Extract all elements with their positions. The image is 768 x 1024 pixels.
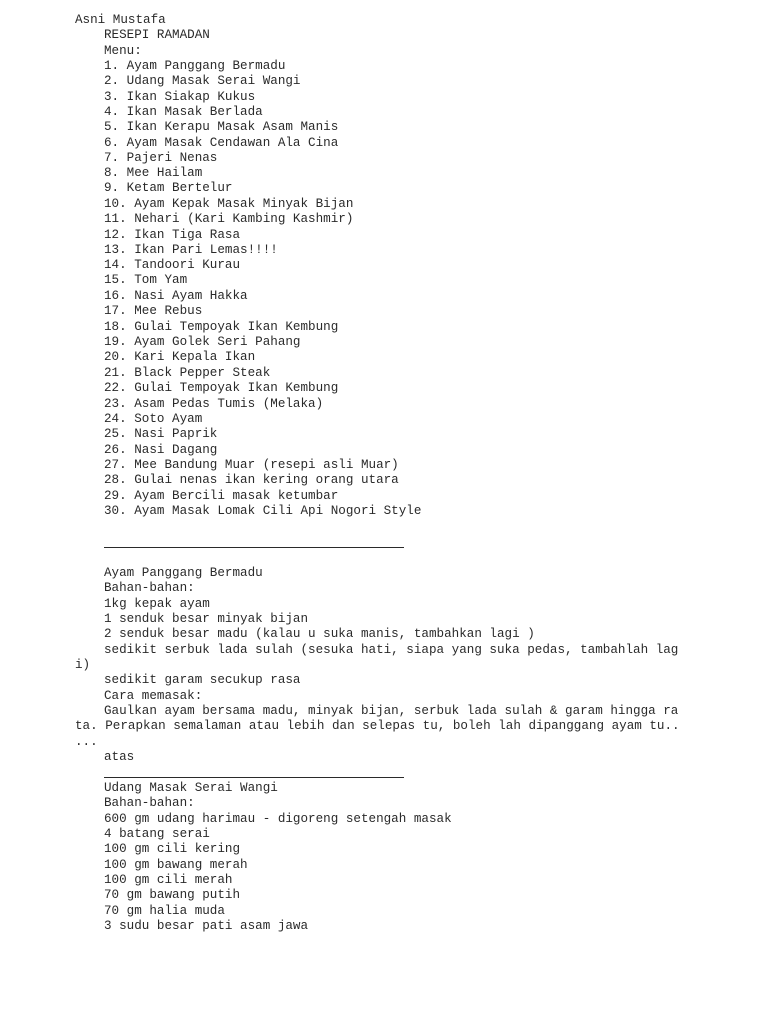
menu-item: 28. Gulai nenas ikan kering orang utara [104,473,399,487]
menu-item: 30. Ayam Masak Lomak Cili Api Nogori Style [104,504,422,518]
menu-item: 11. Nehari (Kari Kambing Kashmir) [104,212,354,226]
menu-item: 13. Ikan Pari Lemas!!!! [104,243,278,257]
menu-item: 12. Ikan Tiga Rasa [104,228,241,242]
menu-item: 10. Ayam Kepak Masak Minyak Bijan [104,197,354,211]
section-divider [104,777,404,778]
method-line-wrap: ... [75,735,98,749]
ingredient-line: 1 senduk besar minyak bijan [104,612,309,626]
ingredient-line: 100 gm cili merah [104,873,233,887]
menu-item: 24. Soto Ayam [104,412,203,426]
menu-item: 14. Tandoori Kurau [104,258,241,272]
menu-item: 2. Udang Masak Serai Wangi [104,74,301,88]
ingredient-line: sedikit garam secukup rasa [104,673,301,687]
menu-item: 6. Ayam Masak Cendawan Ala Cina [104,136,339,150]
ingredients-label: Bahan-bahan: [104,581,195,595]
menu-item: 18. Gulai Tempoyak Ikan Kembung [104,320,339,334]
ingredient-line: 600 gm udang harimau - digoreng setengah masak [104,812,452,826]
menu-item: 25. Nasi Paprik [104,427,218,441]
ingredient-line: 2 senduk besar madu (kalau u suka manis, tambahkan lagi ) [104,627,535,641]
menu-item: 20. Kari Kepala Ikan [104,350,256,364]
menu-item: 23. Asam Pedas Tumis (Melaka) [104,397,324,411]
menu-item: 16. Nasi Ayam Hakka [104,289,248,303]
menu-item: 3. Ikan Siakap Kukus [104,90,256,104]
menu-item: 4. Ikan Masak Berlada [104,105,263,119]
recipe-title: Udang Masak Serai Wangi [104,781,278,795]
menu-item: 5. Ikan Kerapu Masak Asam Manis [104,120,339,134]
method-label: Cara memasak: [104,689,203,703]
method-line-wrap: ta. Perapkan semalaman atau lebih dan selepas tu, boleh lah dipanggang ayam tu.. [75,719,680,733]
menu-item: 9. Ketam Bertelur [104,181,233,195]
ingredient-line: 4 batang serai [104,827,210,841]
author-name: Asni Mustafa [75,13,166,27]
ingredient-line: 70 gm halia muda [104,904,225,918]
ingredient-line: 70 gm bawang putih [104,888,241,902]
menu-item: 21. Black Pepper Steak [104,366,271,380]
menu-item: 1. Ayam Panggang Bermadu [104,59,286,73]
recipe-title: Ayam Panggang Bermadu [104,566,263,580]
menu-item: 26. Nasi Dagang [104,443,218,457]
menu-item: 17. Mee Rebus [104,304,203,318]
method-line: Gaulkan ayam bersama madu, minyak bijan, serbuk lada sulah & garam hingga ra [104,704,679,718]
menu-item: 22. Gulai Tempoyak Ikan Kembung [104,381,339,395]
menu-item: 27. Mee Bandung Muar (resepi asli Muar) [104,458,399,472]
menu-item: 15. Tom Yam [104,273,188,287]
ingredient-line: 1kg kepak ayam [104,597,210,611]
menu-label: Menu: [104,44,142,58]
ingredient-line-wrap: i) [75,658,91,672]
ingredients-label: Bahan-bahan: [104,796,195,810]
document-title: RESEPI RAMADAN [104,28,210,42]
menu-item: 8. Mee Hailam [104,166,203,180]
ingredient-line: 100 gm bawang merah [104,858,248,872]
ingredient-line: 3 sudu besar pati asam jawa [104,919,309,933]
menu-item: 19. Ayam Golek Seri Pahang [104,335,301,349]
menu-item: 7. Pajeri Nenas [104,151,218,165]
menu-item: 29. Ayam Bercili masak ketumbar [104,489,339,503]
section-divider [104,547,404,548]
ingredient-line: 100 gm cili kering [104,842,241,856]
ingredient-line: sedikit serbuk lada sulah (sesuka hati, siapa yang suka pedas, tambahlah lag [104,643,679,657]
method-line: atas [104,750,135,764]
